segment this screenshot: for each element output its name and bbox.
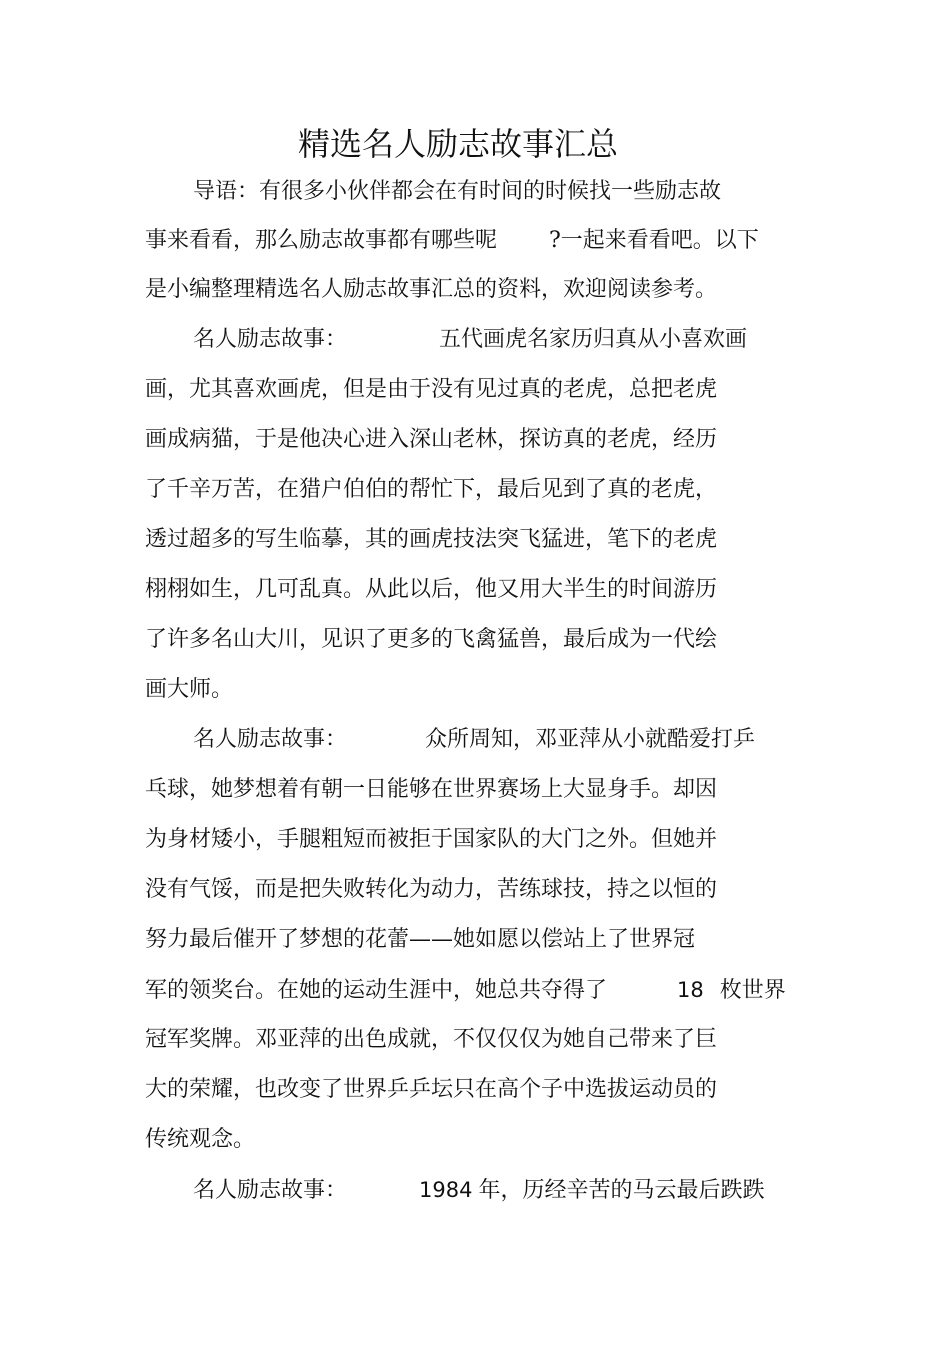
story2-line: 乓球，她梦想着有朝一日能够在世界赛场上大显身手。却因	[145, 777, 718, 802]
document-title: 精选名人励志故事汇总	[297, 125, 618, 163]
story1-line: 画成病猫，于是他决心进入深山老林，探访真的老虎，经历	[145, 427, 718, 452]
medal-count: 18	[677, 978, 704, 1002]
story1-line: 画大师。	[145, 677, 234, 702]
story2-first-line	[193, 724, 755, 756]
intro-line-2-b: ?一起来看看吧。以下	[549, 228, 759, 253]
story1-line: 画，尤其喜欢画虎，但是由于没有见过真的老虎，总把老虎	[145, 377, 718, 402]
story3-first-line	[193, 1174, 764, 1207]
story2-line6-a: 军的领奖台。在她的运动生涯中，她总共夺得了	[145, 978, 608, 1003]
story3-rest: 年，历经辛苦的马云最后跌跌	[478, 1178, 765, 1203]
story2-line: 传统观念。	[145, 1127, 256, 1152]
intro-line-2-a: 事来看看，那么励志故事都有哪些呢	[145, 228, 498, 253]
intro-line-3: 是小编整理精选名人励志故事汇总的资料，欢迎阅读参考。	[145, 277, 718, 302]
intro-line-2	[145, 225, 759, 257]
story1-line: 透过超多的写生临摹，其的画虎技法突飞猛进，笔下的老虎	[145, 527, 718, 552]
story2-line: 努力最后催开了梦想的花蕾——她如愿以偿站上了世界冠	[145, 927, 696, 952]
story2-label: 名人励志故事：	[193, 727, 348, 752]
story2-line: 冠军奖牌。邓亚萍的出色成就，不仅仅仅为她自己带来了巨	[145, 1027, 718, 1052]
story1-line: 栩栩如生，几可乱真。从此以后，他又用大半生的时间游历	[145, 577, 718, 602]
story2-line: 没有气馁，而是把失败转化为动力，苦练球技，持之以恒的	[145, 877, 718, 902]
story3-label: 名人励志故事：	[193, 1178, 348, 1203]
story2-first: 众所周知，邓亚萍从小就酷爱打乒	[425, 727, 756, 752]
story1-first: 五代画虎名家历归真从小喜欢画	[439, 327, 748, 352]
story2-line: 大的荣耀，也改变了世界乒乒坛只在高个子中选拔运动员的	[145, 1077, 718, 1102]
story2-line6-b: 枚世界	[719, 978, 786, 1003]
story1-line: 了千辛万苦，在猎户伯伯的帮忙下，最后见到了真的老虎，	[145, 477, 718, 502]
story1-label: 名人励志故事：	[193, 327, 348, 352]
story2-line-medal	[145, 974, 786, 1007]
story1-line: 了许多名山大川，见识了更多的飞禽猛兽，最后成为一代绘	[145, 627, 718, 652]
intro-line-1: 导语：有很多小伙伴都会在有时间的时候找一些励志故	[193, 179, 722, 204]
story3-year: 1984	[419, 1178, 473, 1202]
story2-line: 为身材矮小，手腿粗短而被拒于国家队的大门之外。但她并	[145, 827, 718, 852]
story1-first-line	[193, 324, 747, 356]
